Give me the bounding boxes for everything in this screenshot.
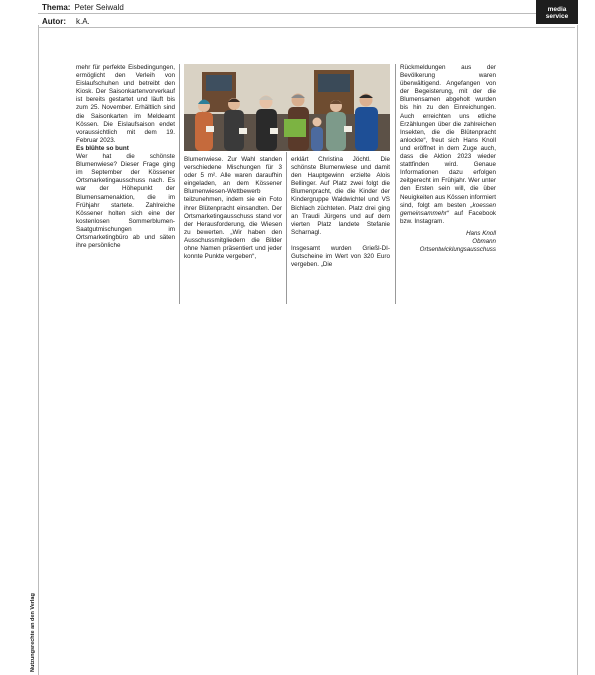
autor-line [42, 17, 90, 26]
group-photo-image [184, 64, 390, 151]
signature-role: Obmann Ortsentwicklungsausschuss [419, 237, 496, 253]
paragraph-wettbewerb: Blumenwiese. Zur Wahl standen verschiedene Mischungen für 3 oder 5 m². Alle waren daraufhin eingeladen, an dem Kössener Blumenwiesen-Wettbewerb teilzunehmen, indem sie ein Foto ihrer Blütenpracht einsandten. Der Ortsmarketingausschuss stand vor der Herausforderung, die Wiesen zu bewerten. „Wir haben den Ausschussmitgliedern die Bilder ohne Namen präsentiert und jeder konnte Punkte vergeben“, [184, 156, 282, 261]
article-column-1 [76, 64, 175, 250]
column-separator-3 [395, 64, 396, 304]
usage-rights-note [30, 593, 39, 672]
thema-line [42, 3, 124, 12]
badge-line-2: service [545, 13, 569, 20]
header-rule-2 [38, 27, 575, 28]
paragraph-gutscheine: Insgesamt wurden Grießl-DI-Gutscheine im Wert von 320 Euro vergeben. „Die [291, 244, 390, 269]
autor-value: k.A. [76, 17, 90, 26]
header-rule [38, 13, 575, 14]
paragraph-blumenwiese-intro: Wer hat die schönste Blumenwiese? Dieser Frage ging im September der Kössener Ortsmarketingausschuss nach. Es war der Höhepunkt der Blumensamenaktion, die im Frühjahr startete. Zahlreiche Kössener holten sich eine der kostenlosen Sommerblumen-Saatgutmischungen im Ortsmarketingbüro ab und säten ihre persönliche [76, 153, 175, 250]
page-frame-right [577, 25, 578, 675]
rueckmeldungen-text: Rückmeldungen aus der Bevölkerung waren überwältigend. Angefangen von der Begeisterung, mit der die Blumensamen abgeholt wurden bis hin zu den Einreichungen. Auch erreichten uns etliche Erzählungen über die zahlreichen Insekten, die die Blütenpracht anlockte“, freut sich Hans Knoll und eröffnet in dem Zuge auch, dass die Aktion 2023 wieder stattfinden wird. Genaue Informationen dazu erfolgen zeitgerecht im Frühjahr. Wer unter den Ersten sein will, die über Neuigkeiten aus Kössen informiert sind, folgt am besten [400, 64, 496, 209]
paragraph-gewinner: erklärt Christina Jöchtl. Die schönste Blumenwiese und damit den Hauptgewinn erzielte Alois Bellinger. Auf Platz zwei folgt die Blumenpracht, die die Kinder der Kindergruppe Waldwichtel und VS Bichlach züchteten. Platz drei ging an Traudi Jürgens und auf dem vierten Platz landete Stefanie Scharnagl. [291, 156, 390, 236]
signature-name: Hans Knoll [466, 229, 496, 237]
usage-rights-text: Nutzungsrechte an den Verlag [30, 593, 36, 672]
article-column-3 [291, 156, 390, 269]
page-frame-left [38, 25, 39, 675]
thema-value: Peter Seiwald [74, 3, 124, 12]
article-column-4 [400, 64, 496, 254]
social-platforms-text: auf Facebook bzw. Instagram. [400, 209, 496, 225]
group-photo [184, 64, 390, 151]
paragraph-rueckmeldungen [400, 64, 496, 226]
social-handle: „koessen gemeinsammehr“ [400, 201, 497, 217]
badge-line-1: media [547, 6, 567, 13]
section-heading: Es blühte so bunt [76, 144, 129, 152]
article-column-2 [184, 156, 282, 261]
column-separator-2 [286, 152, 287, 304]
column-separator-1 [179, 64, 180, 304]
autor-label: Autor: [42, 17, 66, 26]
thema-label: Thema: [42, 3, 71, 12]
media-service-badge [536, 0, 578, 24]
paragraph-eislauf: mehr für perfekte Eisbedingungen, ermöglicht den Verleih von Eislaufschuhen und betreibt den Kiosk. Der Saisonkartenvorverkauf ist bereits gestartet und läuft bis zum 25. November. Erhältlich sind die Saisonkarten im Meldeamt Kössen. Die Eislaufsaison endet voraussichtlich mit dem 19. Februar 2023. [76, 64, 175, 144]
